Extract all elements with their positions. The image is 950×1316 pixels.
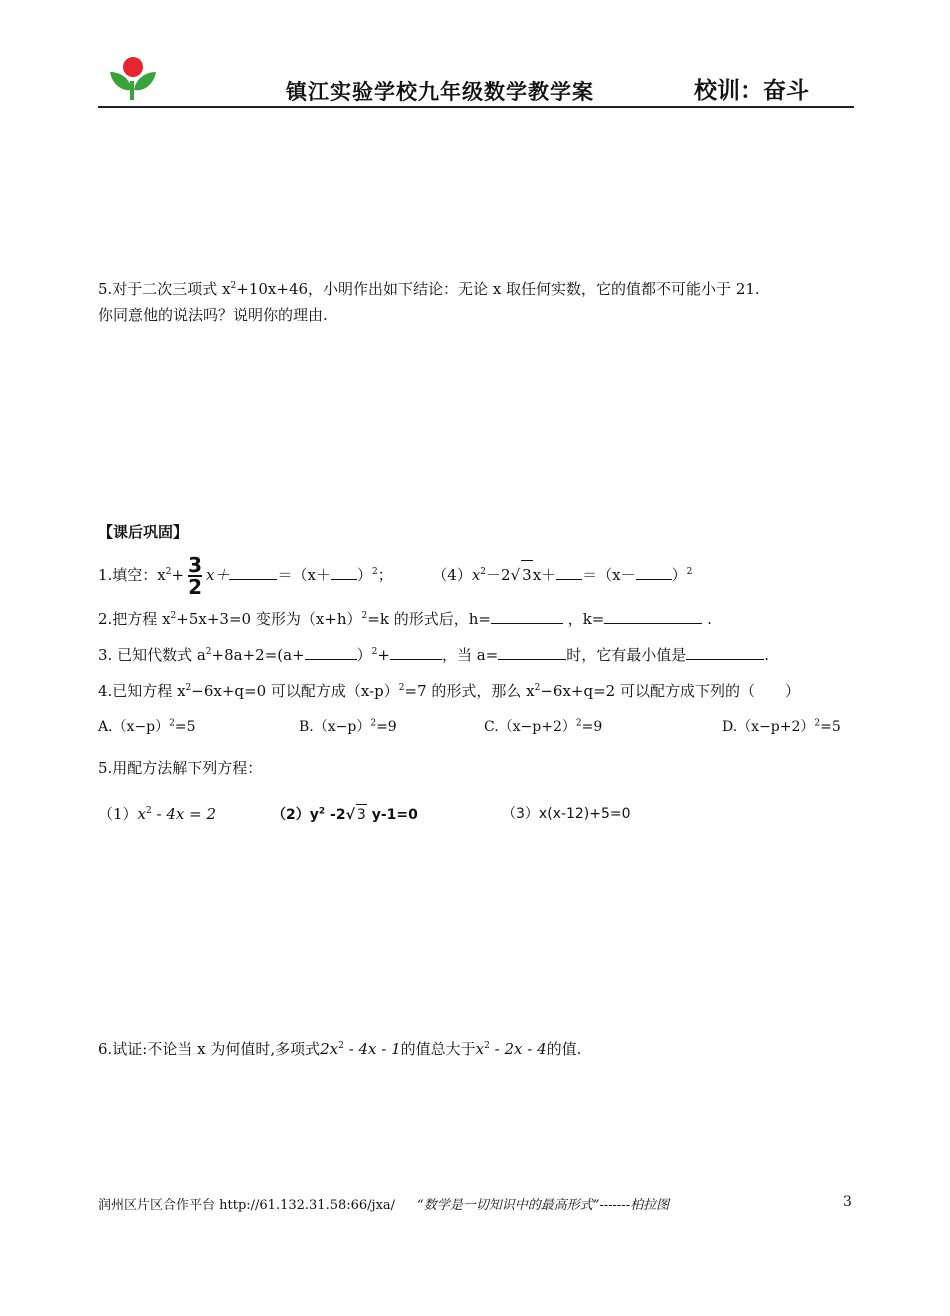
- h4-text-e: ）: [784, 682, 800, 700]
- exponent: 2: [185, 683, 192, 693]
- h1-eq2: ＝（x－: [582, 566, 636, 584]
- school-logo: [108, 54, 158, 104]
- eq1-x: x: [137, 805, 147, 823]
- h1-close2: ）: [671, 566, 687, 584]
- eq1-label: （1）: [98, 805, 138, 823]
- h5-title: 5.用配方法解下列方程：: [98, 759, 263, 777]
- q5-text-a: 5.对于二次三项式 x: [98, 280, 231, 298]
- h1-plus: +: [171, 566, 185, 584]
- h4-line: [98, 681, 800, 701]
- blank-h3-4[interactable]: [686, 645, 764, 660]
- poly2-a: x: [475, 1040, 485, 1058]
- h1-xplus: x＋: [532, 566, 557, 584]
- h2-text-c: =k 的形式后，h=: [367, 610, 491, 628]
- h1-part4-label: （4）: [432, 566, 472, 584]
- h2-text-b: +5x+3=0 变形为（x+h）: [176, 610, 362, 628]
- h3-text-b: +8a+2=(a+: [211, 646, 305, 664]
- blank-4[interactable]: [636, 565, 672, 580]
- h6-line: [98, 1039, 581, 1059]
- blank-2[interactable]: [331, 565, 357, 580]
- h1-x-plus: x＋: [206, 566, 230, 584]
- exponent: 2: [371, 567, 378, 577]
- h3-text-e: ，当 a=: [441, 646, 499, 664]
- option-d[interactable]: [722, 717, 841, 737]
- page-footer: [98, 1194, 669, 1213]
- blank-h3-2[interactable]: [390, 645, 442, 660]
- option-d-label: D.（x−p+2）: [722, 719, 815, 735]
- blank-h[interactable]: [491, 609, 563, 624]
- option-a[interactable]: [98, 717, 196, 737]
- sqrt-three: 3: [356, 804, 367, 825]
- h2-text-d: ，k=: [567, 610, 605, 628]
- exponent: 2: [686, 567, 693, 577]
- school-motto: 校训：奋斗: [694, 78, 809, 104]
- poly2-b: - 2x - 4: [489, 1040, 547, 1058]
- exponent: 2: [534, 683, 541, 693]
- exponent: 2: [371, 647, 378, 657]
- h5-eq2: $(2)y^2$ -2√ 3 y-1=0: [272, 804, 418, 825]
- h2-text-a: 2.把方程 x: [98, 610, 171, 628]
- exponent: 2: [338, 1041, 344, 1051]
- blank-h3-3[interactable]: [498, 645, 566, 660]
- h1-semicolon: ；: [377, 566, 393, 584]
- h1-x: x: [471, 566, 481, 584]
- q5-line1: [98, 279, 760, 299]
- q5-text-b: +10x+46，小明作出如下结论：无论 x 取任何实数，它的值都不可能小于 21.: [236, 280, 760, 298]
- h1-eq: ＝（x＋: [277, 566, 331, 584]
- h3-text-d: +: [377, 646, 390, 664]
- blank-k[interactable]: [604, 609, 702, 624]
- h6-text-a: 6.试证:不论当 x 为何值时,多项式: [98, 1040, 321, 1058]
- h2-line: [98, 609, 712, 629]
- exponent: 2: [575, 718, 582, 729]
- fraction-three-halves: [188, 555, 202, 597]
- exponent: 2: [398, 683, 405, 693]
- option-b-label: B.（x−p）: [299, 719, 371, 735]
- section-title: 【课后巩固】: [98, 523, 189, 541]
- h3-text-f: 时，它有最小值是: [566, 646, 687, 664]
- option-a-label: A.（x−p）: [98, 719, 170, 735]
- exponent: 2: [480, 567, 487, 577]
- option-d-tail: =5: [820, 719, 841, 735]
- h1-line: 1.填空：$x^2+$ $\frac{3}{2}$ $x+ =(x+ )^2$； $(4)x^2-2√$ $3x+ =(x- )^2$: [98, 553, 693, 599]
- poly1-a: 2x: [320, 1040, 339, 1058]
- exponent: 2: [146, 806, 152, 816]
- h4-text-b: −6x+q=0 可以配方成（x-p）: [191, 682, 399, 700]
- option-c-label: C.（x−p+2）: [484, 719, 576, 735]
- exponent: 2: [361, 611, 368, 621]
- h6-text-b: 的值总大于: [400, 1040, 476, 1058]
- eq2-label: （2）y: [272, 807, 319, 823]
- h3-line: [98, 645, 769, 665]
- h3-text-c: ）: [356, 646, 372, 664]
- exponent: 2: [370, 718, 377, 729]
- eq1-rest: - 4x = 2: [151, 805, 217, 823]
- h4-text-c: =7 的形式，那么 x: [404, 682, 535, 700]
- option-b[interactable]: [299, 717, 397, 737]
- h3-text-a: 3. 已知代数式 a: [98, 646, 206, 664]
- h4-text-d: −6x+q=2 可以配方成下列的（: [540, 682, 755, 700]
- h1-minus: －2: [486, 566, 511, 584]
- h6-text-c: 的值.: [546, 1040, 582, 1058]
- option-a-tail: =5: [174, 719, 196, 735]
- h3-text-g: .: [764, 646, 770, 664]
- footer-platform: 润州区片区合作平台 http://61.132.31.58:66/jxa/: [98, 1198, 396, 1213]
- page-title: 镇江实验学校九年级数学教学案: [286, 80, 594, 104]
- exponent: 2: [165, 567, 172, 577]
- exponent: 2: [169, 718, 175, 729]
- option-b-tail: =9: [376, 719, 397, 735]
- option-c[interactable]: [484, 717, 602, 737]
- eq2-end: y-1=0: [366, 807, 418, 823]
- exponent: 2: [814, 718, 821, 729]
- fraction-numerator: 3: [188, 553, 203, 577]
- h5-eq3: （3）x(x-12)+5=0: [502, 806, 631, 822]
- footer-quote: “数学是一切知识中的最高形式”-------柏拉图: [417, 1198, 670, 1213]
- h4-text-a: 4.已知方程 x: [98, 682, 186, 700]
- q5-line2: 你同意他的说法吗？说明你的理由.: [98, 306, 328, 324]
- exponent: 2: [170, 611, 177, 621]
- h1-prefix: 1.填空：x: [98, 566, 166, 584]
- blank-h3-1[interactable]: [305, 645, 357, 660]
- h2-text-e: .: [707, 610, 712, 628]
- eq2-mid: -2: [325, 807, 346, 823]
- sqrt-three: 3: [521, 560, 533, 589]
- page-number: 3: [843, 1194, 852, 1210]
- poly1-b: - 4x - 1: [343, 1040, 401, 1058]
- exponent: 2: [484, 1041, 490, 1051]
- exponent: 2: [318, 806, 326, 817]
- h1-close: ）: [356, 566, 372, 584]
- blank-3[interactable]: [556, 565, 582, 580]
- exponent: 2: [205, 647, 212, 657]
- option-c-tail: =9: [581, 719, 603, 735]
- fraction-denominator: 2: [188, 575, 203, 599]
- h5-eq1: [98, 804, 216, 824]
- blank-1[interactable]: [229, 565, 277, 580]
- exponent: 2: [230, 281, 237, 291]
- header-divider: [98, 106, 854, 108]
- answer-paren-blank[interactable]: [755, 682, 785, 696]
